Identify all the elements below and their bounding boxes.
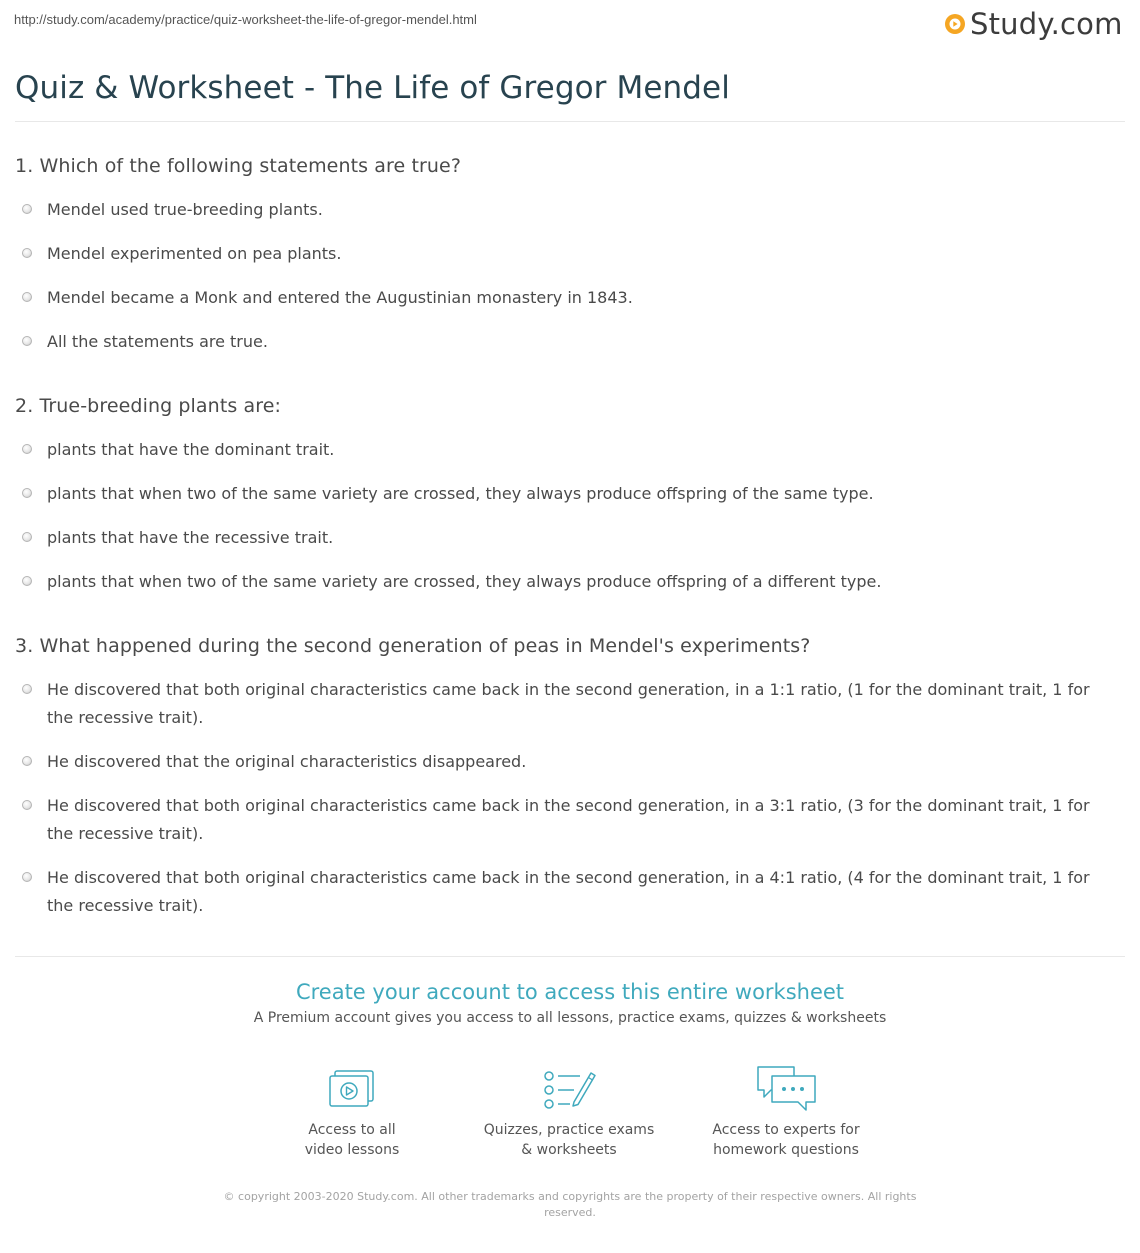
expert-chat-icon <box>754 1064 818 1114</box>
radio-button[interactable] <box>22 684 32 694</box>
feature-video-lessons <box>252 1060 452 1160</box>
answer-option[interactable] <box>22 676 1122 732</box>
radio-button[interactable] <box>22 444 32 454</box>
video-lessons-icon <box>325 1068 379 1114</box>
answer-option[interactable] <box>22 568 1122 596</box>
copyright-footer: © copyright 2003-2020 Study.com. All other trademarks and copyrights are the property of their respective owners. All rights reserved. <box>223 1190 917 1219</box>
radio-button[interactable] <box>22 756 32 766</box>
answer-option[interactable] <box>22 436 1122 464</box>
page-title: Quiz & Worksheet - The Life of Gregor Mendel <box>15 70 730 106</box>
answer-option[interactable] <box>22 748 1122 776</box>
radio-button[interactable] <box>22 488 32 498</box>
cta-title[interactable]: Create your account to access this entire worksheet <box>295 980 845 1004</box>
answer-text: He discovered that the original characteristics disappeared. <box>47 752 527 771</box>
question-3: 3. What happened during the second generation of peas in Mendel's experiments? <box>15 635 811 657</box>
answer-text: Mendel used true-breeding plants. <box>47 200 323 219</box>
answer-option[interactable] <box>22 480 1122 508</box>
cta-subtitle: A Premium account gives you access to all lessons, practice exams, quizzes & worksheets <box>253 1010 887 1026</box>
feature-label: video lessons <box>304 1142 400 1158</box>
answer-text: plants that have the recessive trait. <box>47 528 334 547</box>
radio-button[interactable] <box>22 204 32 214</box>
radio-button[interactable] <box>22 532 32 542</box>
answer-option[interactable] <box>22 284 1122 312</box>
answer-text: Mendel became a Monk and entered the Augustinian monastery in 1843. <box>47 288 633 307</box>
radio-button[interactable] <box>22 872 32 882</box>
feature-label: homework questions <box>713 1142 859 1158</box>
answer-option[interactable] <box>22 792 1122 848</box>
feature-label: Access to experts for <box>712 1122 860 1138</box>
study-logo[interactable] <box>944 6 1123 42</box>
feature-label: Quizzes, practice exams <box>483 1122 655 1138</box>
page-url: http://study.com/academy/practice/quiz-worksheet-the-life-of-gregor-mendel.html <box>14 12 477 27</box>
radio-button[interactable] <box>22 248 32 258</box>
radio-button[interactable] <box>22 576 32 586</box>
feature-label: Access to all <box>308 1122 396 1138</box>
title-divider <box>15 121 1125 122</box>
answer-text: plants that when two of the same variety are crossed, they always produce offspring of the same type. <box>47 484 874 503</box>
question-1: 1. Which of the following statements are true? <box>15 155 462 177</box>
answer-text: All the statements are true. <box>47 332 268 351</box>
answer-option[interactable] <box>22 196 1122 224</box>
answer-option[interactable] <box>22 240 1122 268</box>
answer-option[interactable] <box>22 864 1122 920</box>
logo-text: Study.com <box>970 7 1123 41</box>
answer-text: Mendel experimented on pea plants. <box>47 244 342 263</box>
answer-text: He discovered that both original characteristics came back in the second generation, in a 1:1 ratio, (1 for the dominant trait, 1 for the recessive trait). <box>47 680 1090 727</box>
radio-button[interactable] <box>22 800 32 810</box>
quiz-checklist-icon <box>540 1068 598 1114</box>
answer-text: plants that have the dominant trait. <box>47 440 335 459</box>
feature-experts <box>686 1060 886 1160</box>
question-2: 2. True-breeding plants are: <box>15 395 282 417</box>
radio-button[interactable] <box>22 336 32 346</box>
feature-quizzes <box>469 1060 669 1160</box>
answer-option[interactable] <box>22 328 1122 356</box>
answer-text: He discovered that both original characteristics came back in the second generation, in a 3:1 ratio, (3 for the dominant trait, 1 for the recessive trait). <box>47 796 1090 843</box>
cta-divider <box>15 956 1125 957</box>
play-circle-icon <box>944 13 966 35</box>
radio-button[interactable] <box>22 292 32 302</box>
answer-text: He discovered that both original characteristics came back in the second generation, in a 4:1 ratio, (4 for the dominant trait, 1 for the recessive trait). <box>47 868 1090 915</box>
answer-text: plants that when two of the same variety are crossed, they always produce offspring of a different type. <box>47 572 882 591</box>
answer-option[interactable] <box>22 524 1122 552</box>
feature-label: & worksheets <box>521 1142 617 1158</box>
